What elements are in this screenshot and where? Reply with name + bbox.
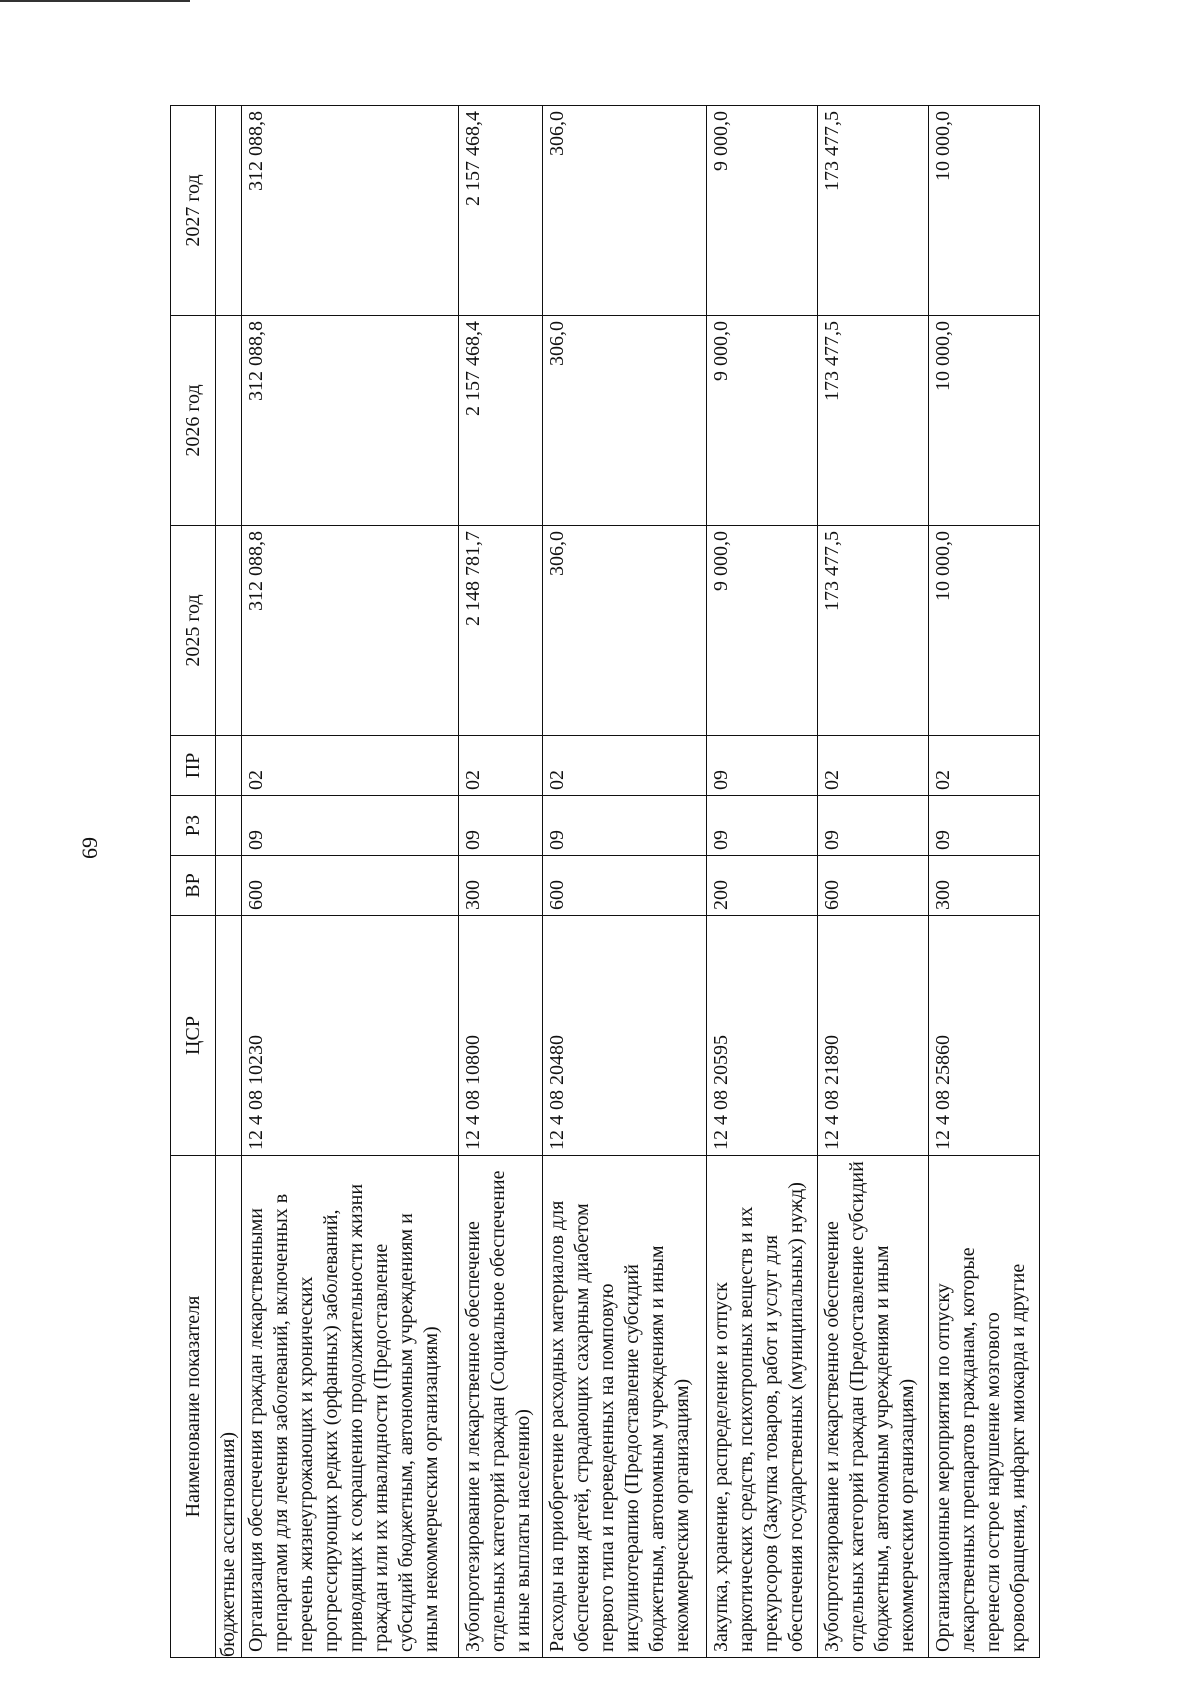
cell-2027: 306,0 [543, 106, 707, 316]
cell-name: Зубопротезирование и лекарственное обеспечение отдельных категорий граждан (Социальное обеспечение и иные выплаты населению) [458, 1156, 543, 1658]
cell-2027 [216, 106, 242, 316]
cell-vr: 300 [458, 856, 543, 916]
cell-rz: 09 [242, 796, 459, 856]
cell-2026 [216, 316, 242, 526]
cell-name: бюджетные ассигнования) [216, 1156, 242, 1658]
header-pr: ПР [171, 736, 216, 796]
cell-pr: 02 [242, 736, 459, 796]
header-2025: 2025 год [171, 526, 216, 736]
header-csr: ЦСР [171, 916, 216, 1156]
cell-vr: 600 [818, 856, 929, 916]
cell-2027: 312 088,8 [242, 106, 459, 316]
page-number: 69 [77, 837, 102, 859]
budget-table-wrapper [170, 106, 1040, 1658]
scan-edge-line [0, 0, 190, 2]
cell-pr: 09 [707, 736, 818, 796]
cell-csr [216, 916, 242, 1156]
table-row [216, 106, 242, 1658]
cell-name: Организация обеспечения граждан лекарственными препаратами для лечения заболеваний, включенных в перечень жизнеугрожающих и хронических прогрессирующих редких (орфанных) заболеваний, приводящих к сокращению продолжительности жизни граждан или их инвалидности (Предоставление субсидий бюджетным, автономным учреждениям и иным некоммерческим организациям) [242, 1156, 459, 1658]
cell-2027: 9 000,0 [707, 106, 818, 316]
cell-2026: 312 088,8 [242, 316, 459, 526]
cell-2027: 173 477,5 [818, 106, 929, 316]
header-2027: 2027 год [171, 106, 216, 316]
cell-2026: 173 477,5 [818, 316, 929, 526]
cell-rz: 09 [543, 796, 707, 856]
cell-2027: 10 000,0 [928, 106, 1039, 316]
table-row [543, 106, 707, 1658]
header-name: Наименование показателя [171, 1156, 216, 1658]
cell-pr [216, 736, 242, 796]
table-row [818, 106, 929, 1658]
cell-2026: 306,0 [543, 316, 707, 526]
header-rz: РЗ [171, 796, 216, 856]
cell-csr: 12 4 08 20480 [543, 916, 707, 1156]
cell-2026: 2 157 468,4 [458, 316, 543, 526]
budget-table [170, 105, 1040, 1658]
cell-2025: 9 000,0 [707, 526, 818, 736]
header-vr: ВР [171, 856, 216, 916]
cell-name: Расходы на приобретение расходных материалов для обеспечения детей, страдающих сахарным диабетом первого типа и переведенных на помповую инсулинотерапию (Предоставление субсидий бюджетным, автономным учреждениям и иным некоммерческим организациям) [543, 1156, 707, 1658]
cell-2025: 312 088,8 [242, 526, 459, 736]
cell-csr: 12 4 08 21890 [818, 916, 929, 1156]
cell-pr: 02 [818, 736, 929, 796]
table-header-row [171, 106, 216, 1658]
cell-csr: 12 4 08 10800 [458, 916, 543, 1156]
table-row [928, 106, 1039, 1658]
table-row [707, 106, 818, 1658]
cell-rz: 09 [707, 796, 818, 856]
cell-pr: 02 [928, 736, 1039, 796]
cell-pr: 02 [543, 736, 707, 796]
table-row [242, 106, 459, 1658]
cell-2025: 306,0 [543, 526, 707, 736]
cell-vr [216, 856, 242, 916]
cell-rz: 09 [928, 796, 1039, 856]
cell-csr: 12 4 08 25860 [928, 916, 1039, 1156]
cell-vr: 600 [242, 856, 459, 916]
cell-2025 [216, 526, 242, 736]
cell-name: Закупка, хранение, распределение и отпуск наркотических средств, психотропных веществ и их прекурсоров (Закупка товаров, работ и услуг для обеспечения государственных (муниципальных) нужд) [707, 1156, 818, 1658]
cell-pr: 02 [458, 736, 543, 796]
cell-csr: 12 4 08 10230 [242, 916, 459, 1156]
cell-2026: 9 000,0 [707, 316, 818, 526]
cell-csr: 12 4 08 20595 [707, 916, 818, 1156]
cell-vr: 600 [543, 856, 707, 916]
cell-2026: 10 000,0 [928, 316, 1039, 526]
cell-vr: 200 [707, 856, 818, 916]
cell-vr: 300 [928, 856, 1039, 916]
cell-2027: 2 157 468,4 [458, 106, 543, 316]
cell-rz [216, 796, 242, 856]
cell-rz: 09 [818, 796, 929, 856]
cell-2025: 173 477,5 [818, 526, 929, 736]
cell-2025: 10 000,0 [928, 526, 1039, 736]
cell-rz: 09 [458, 796, 543, 856]
cell-name: Зубопротезирование и лекарственное обеспечение отдельных категорий граждан (Предоставление субсидий бюджетным, автономным учреждениям и иным некоммерческим организациям) [818, 1156, 929, 1658]
cell-2025: 2 148 781,7 [458, 526, 543, 736]
table-row [458, 106, 543, 1658]
cell-name: Организационные мероприятия по отпуску лекарственных препаратов гражданам, которые перенесли острое нарушение мозгового кровообращения, инфаркт миокарда и другие [928, 1156, 1039, 1658]
header-2026: 2026 год [171, 316, 216, 526]
